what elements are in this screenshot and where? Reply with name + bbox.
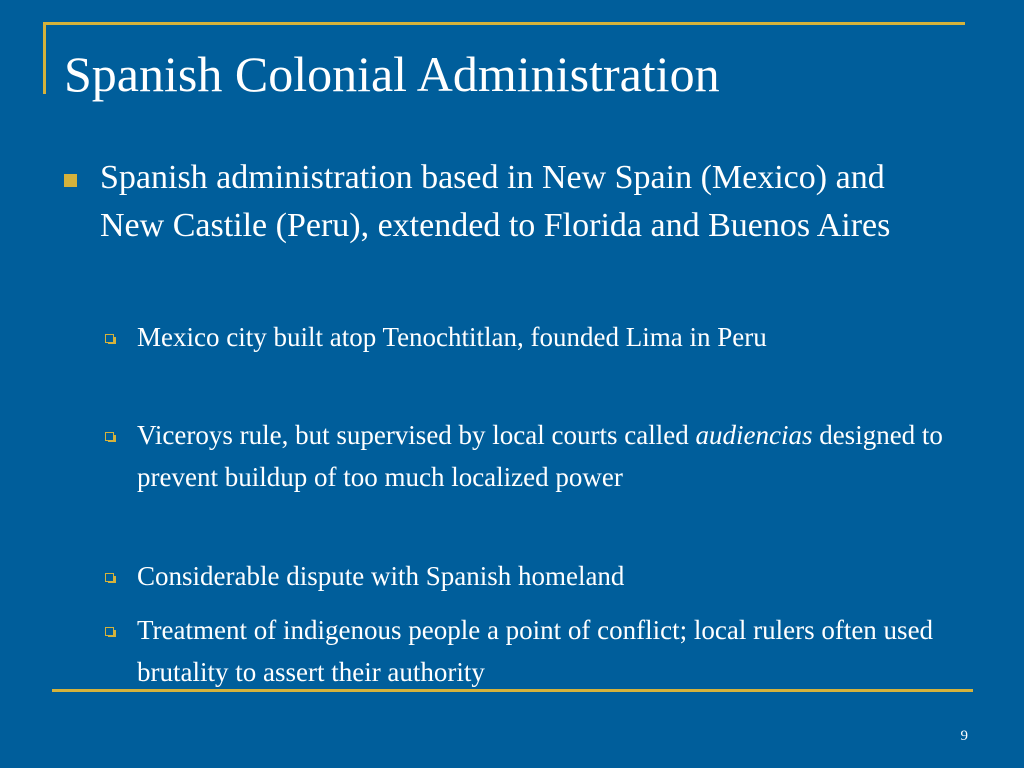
sub-bullet-2-text-start: Viceroys rule, but supervised by local courts called	[137, 420, 696, 450]
hollow-square-bullet-icon	[105, 627, 114, 636]
filled-square-bullet-icon	[64, 174, 77, 187]
left-accent-rule	[43, 22, 46, 94]
slide-title: Spanish Colonial Administration	[64, 46, 720, 102]
hollow-square-bullet-icon	[105, 334, 114, 343]
sub-bullet-2-emphasis: audiencias	[695, 420, 813, 450]
sub-bullet-2-text-end: designed to prevent buildup of too much localized power	[137, 420, 943, 492]
sub-bullet-3: Considerable dispute with Spanish homeland	[137, 561, 625, 591]
sub-bullet-2	[137, 414, 957, 498]
top-accent-rule	[43, 22, 965, 25]
sub-bullet-1: Mexico city built atop Tenochtitlan, founded Lima in Peru	[137, 322, 767, 352]
bullet-main: Spanish administration based in New Spain (Mexico) and New Castile (Peru), extended to Florida and Buenos Aires	[100, 159, 891, 244]
hollow-square-bullet-icon	[105, 573, 114, 582]
sub-bullet-4: Treatment of indigenous people a point of conflict; local rulers often used brutality to assert their authority	[137, 615, 934, 687]
hollow-square-bullet-icon	[105, 432, 114, 441]
page-number: 9	[960, 728, 968, 744]
bottom-accent-rule	[52, 689, 973, 692]
